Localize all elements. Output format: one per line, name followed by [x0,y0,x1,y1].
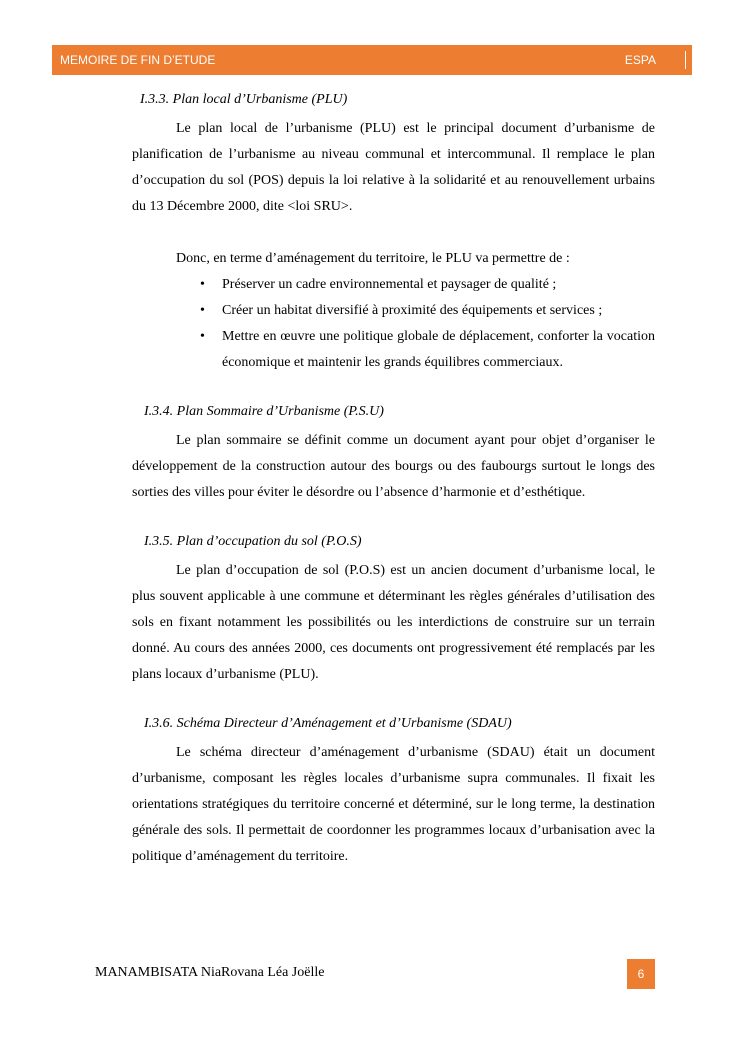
list-item: • Préserver un cadre environnemental et paysager de qualité ; [222,272,655,298]
paragraph: Le schéma directeur d’aménagement d’urbanisme (SDAU) était un document d’urbanisme, composant les règles locales d’urbanisme supra communales. Il fixait les orientations stratégiques du territoire concerné et déterminé, sur le long terme, la destination générale des sols. Il permettait de coordonner les programmes locaux d’urbanisation avec la politique d’aménagement du territoire. [132,745,655,864]
footer-author: MANAMBISATA NiaRovana Léa Joëlle [95,965,325,980]
section-plu [132,90,655,376]
header-divider [685,51,686,69]
section-psu [132,402,655,506]
paragraph: Le plan sommaire se définit comme un document ayant pour objet d’organiser le développement de la construction autour des bourgs ou des faubourgs surtout le longs des sorties des villes pour éviter le désordre ou l’absence d’harmonie et d’esthétique. [132,433,655,500]
section-heading: I.3.4. Plan Sommaire d’Urbanisme (P.S.U) [144,404,384,419]
section-heading: I.3.5. Plan d’occupation du sol (P.O.S) [144,534,362,549]
header-title: MEMOIRE DE FIN D’ETUDE [60,53,216,67]
page-body [132,90,655,870]
paragraph: Donc, en terme d’aménagement du territoire, le PLU va permettre de : [176,251,570,266]
bullet-list [132,272,655,376]
paragraph: Le plan local de l’urbanisme (PLU) est le principal document d’urbanisme de planification de l’urbanisme au niveau communal et intercommunal. Il remplace le plan d’occupation du sol (POS) depuis la loi relative à la solidarité et au renouvellement urbains du 13 Décembre 2000, dite <loi SRU>. [132,121,655,214]
bullet-icon: • [200,329,205,344]
section-heading: I.3.6. Schéma Directeur d’Aménagement et d’Urbanisme (SDAU) [144,716,512,731]
section-sdau [132,714,655,870]
list-item: • Créer un habitat diversifié à proximité des équipements et services ; [222,298,655,324]
header-school: ESPA [624,53,656,67]
page-header [52,45,692,75]
paragraph: Le plan d’occupation de sol (P.O.S) est un ancien document d’urbanisme local, le plus souvent applicable à une commune et déterminant les règles générales d’utilisation des sols en fixant notamment les possibilités ou les interdictions de construire sur un terrain donné. Au cours des années 2000, ces documents ont progressivement été remplacés par les plans locaux d’urbanisme (PLU). [132,563,655,682]
section-heading: I.3.3. Plan local d’Urbanisme (PLU) [140,92,348,107]
page-number: 6 [627,959,655,989]
bullet-icon: • [200,277,205,292]
bullet-icon: • [200,303,205,318]
section-pos [132,532,655,688]
list-item: • Mettre en œuvre une politique globale de déplacement, conforter la vocation économique et maintenir les grands équilibres commerciaux. [222,324,655,376]
